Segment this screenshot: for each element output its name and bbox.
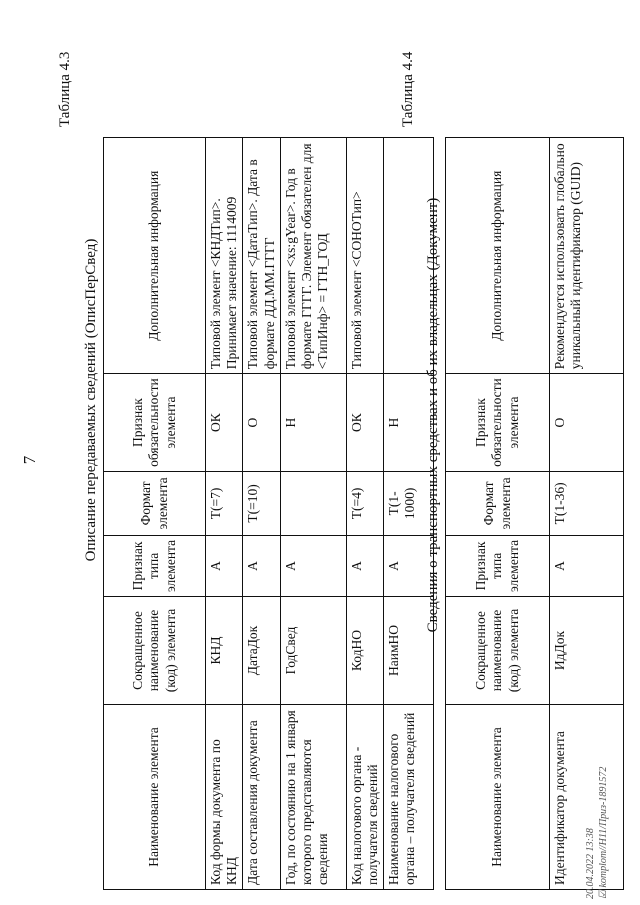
header-element-code: Сокращенное наименование (код) элемента xyxy=(104,597,206,705)
cell-element-code: ГодСвед xyxy=(280,597,346,705)
cell-element-required: Н xyxy=(384,374,434,472)
header-element-format: Формат элемента xyxy=(104,471,206,535)
header-additional-info: Дополнительная информация xyxy=(446,138,550,374)
cell-element-required: ОК xyxy=(206,374,243,472)
cell-element-format: Т(=10) xyxy=(243,471,280,535)
cell-element-required: О xyxy=(243,374,280,472)
table-header-row xyxy=(104,138,206,890)
cell-element-type: А xyxy=(550,535,624,596)
cell-element-required: О xyxy=(550,374,624,472)
header-element-code: Сокращенное наименование (код) элемента xyxy=(446,597,550,705)
table-4-3 xyxy=(103,137,434,890)
cell-element-format: Т(=4) xyxy=(346,471,383,535)
footer-date: 20.04.2022 13:38 xyxy=(585,828,596,899)
cell-element-type: А xyxy=(280,535,346,596)
header-additional-info: Дополнительная информация xyxy=(104,138,206,374)
cell-element-name: Наименование налогового органа – получателя сведений xyxy=(384,705,434,890)
table-4-3-label: Таблица 4.3 xyxy=(57,51,73,127)
table-row xyxy=(280,138,346,890)
header-element-name: Наименование элемента xyxy=(446,705,550,890)
cell-element-type: А xyxy=(206,535,243,596)
cell-additional-info: Типовой элемент <ДатаТип>. Дата в формате ДД.ММ.ГГГГ xyxy=(243,138,280,374)
cell-element-required: ОК xyxy=(346,374,383,472)
table-row xyxy=(206,138,243,890)
table-row xyxy=(346,138,383,890)
cell-element-code: ДатаДок xyxy=(243,597,280,705)
cell-element-code: НаимНО xyxy=(384,597,434,705)
header-element-required: Признак обязательности элемента xyxy=(104,374,206,472)
page-number: 7 xyxy=(20,455,39,465)
cell-element-format: Т(1-1000) xyxy=(384,471,434,535)
cell-element-format xyxy=(280,471,346,535)
table-4-4-label: Таблица 4.4 xyxy=(400,51,416,127)
cell-element-name: Год, по состоянию на 1 января которого представляются сведения xyxy=(280,705,346,890)
table-header-row xyxy=(446,138,550,890)
cell-element-name: Код формы документа по КНД xyxy=(206,705,243,890)
cell-element-type: А xyxy=(384,535,434,596)
cell-element-name: Идентификатор документа xyxy=(550,705,624,890)
cell-additional-info: Типовой элемент <xs:gYear>. Год в формате ГГГГ. Элемент обязателен для <ТипИнф> = ГТН_ГОД xyxy=(280,138,346,374)
cell-element-required: Н xyxy=(280,374,346,472)
cell-element-type: А xyxy=(346,535,383,596)
cell-element-code: ИдДок xyxy=(550,597,624,705)
cell-element-type: А xyxy=(243,535,280,596)
footer-stamp xyxy=(585,767,610,899)
cell-element-name: Код налогового органа - получателя сведений xyxy=(346,705,383,890)
header-element-required: Признак обязательности элемента xyxy=(446,374,550,472)
cell-element-name: Дата составления документа xyxy=(243,705,280,890)
cell-additional-info: Типовой элемент <СОНОТип> xyxy=(346,138,383,374)
cell-element-format: Т(1-36) xyxy=(550,471,624,535)
footer-path: ☑ komplom//Н11/Приз-1891572 xyxy=(597,766,609,899)
header-element-name: Наименование элемента xyxy=(104,705,206,890)
table-4-4-title: Сведения о транспортных средствах и об их владельцах (Документ) xyxy=(425,197,441,633)
cell-additional-info: Рекомендуется использовать глобально уникальный идентификатор (GUID) xyxy=(550,138,624,374)
cell-element-format: Т(=7) xyxy=(206,471,243,535)
table-4-3-title: Описание передаваемых сведений (ОписПерСвед) xyxy=(83,238,99,562)
table-row xyxy=(243,138,280,890)
header-element-format: Формат элемента xyxy=(446,471,550,535)
cell-element-code: КодНО xyxy=(346,597,383,705)
header-element-type: Признак типа элемента xyxy=(446,535,550,596)
cell-additional-info: Типовой элемент <КНДТип>. Принимает значение: 1114009 xyxy=(206,138,243,374)
cell-element-code: КНД xyxy=(206,597,243,705)
header-element-type: Признак типа элемента xyxy=(104,535,206,596)
